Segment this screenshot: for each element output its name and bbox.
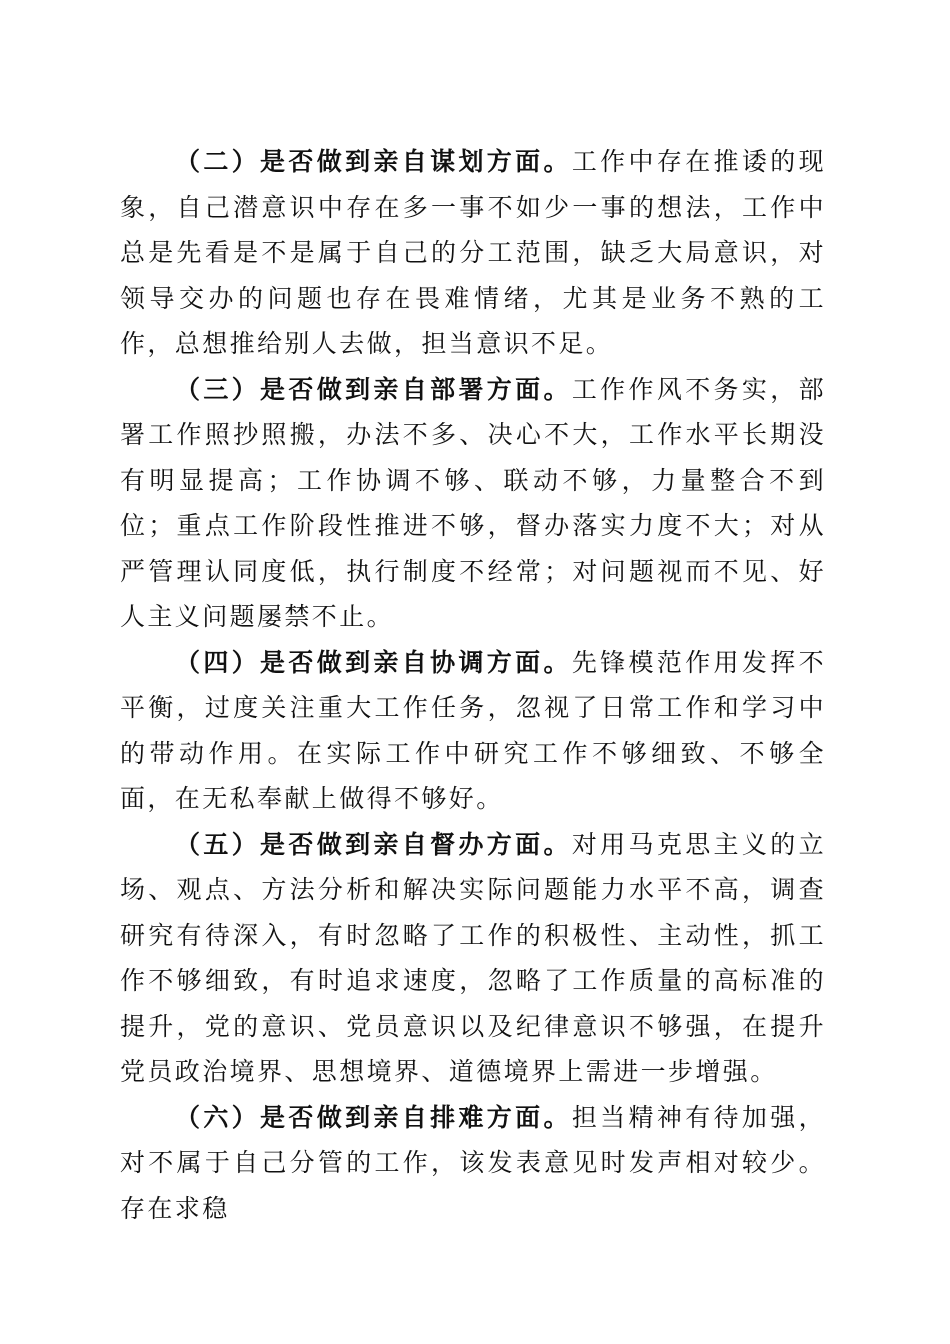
paragraph-text: 先锋模范作用发挥不平衡，过度关注重大工作任务，忽视了日常工作和学习中的带动作用。在实际工作中研究工作不够细致、不够全面，在无私奉献上做得不够好。 [120,647,826,813]
paragraph-text: 担当精神有待加强，对不属于自己分管的工作，该发表意见时发声相对较少。存在求稳 [120,1102,826,1223]
paragraph-heading: （三）是否做到亲自部署方面。 [175,374,572,404]
paragraph-coordination [120,640,826,822]
paragraph-text: 工作中存在推诿的现象，自己潜意识中存在多一事不如少一事的想法，工作中总是先看是不是属于自己的分工范围，缺乏大局意识，对领导交办的问题也存在畏难情绪，尤其是业务不熟的工作，总想推给别人去做，担当意识不足。 [120,147,826,358]
document-body [120,139,826,1231]
paragraph-troubleshooting [120,1095,826,1232]
paragraph-heading: （五）是否做到亲自督办方面。 [175,829,572,859]
paragraph-heading: （二）是否做到亲自谋划方面。 [175,147,572,176]
paragraph-heading: （四）是否做到亲自协调方面。 [175,647,572,677]
paragraph-text: 对用马克思主义的立场、观点、方法分析和解决实际问题能力水平不高，调查研究有待深入，有时忽略了工作的积极性、主动性，抓工作不够细致，有时追求速度，忽略了工作质量的高标准的提升，党的意识、党员意识以及纪律意识不够强，在提升党员政治境界、思想境界、道德境界上需进一步增强。 [120,829,826,1086]
paragraph-text: 工作作风不务实，部署工作照抄照搬，办法不多、决心不大，工作水平长期没有明显提高；工作协调不够、联动不够，力量整合不到位；重点工作阶段性推进不够，督办落实力度不大；对从严管理认同度低，执行制度不经常；对问题视而不见、好人主义问题屡禁不止。 [120,374,826,631]
paragraph-supervision [120,822,826,1095]
paragraph-heading: （六）是否做到亲自排难方面。 [175,1102,572,1132]
paragraph-planning [120,139,826,367]
paragraph-deployment [120,367,826,640]
